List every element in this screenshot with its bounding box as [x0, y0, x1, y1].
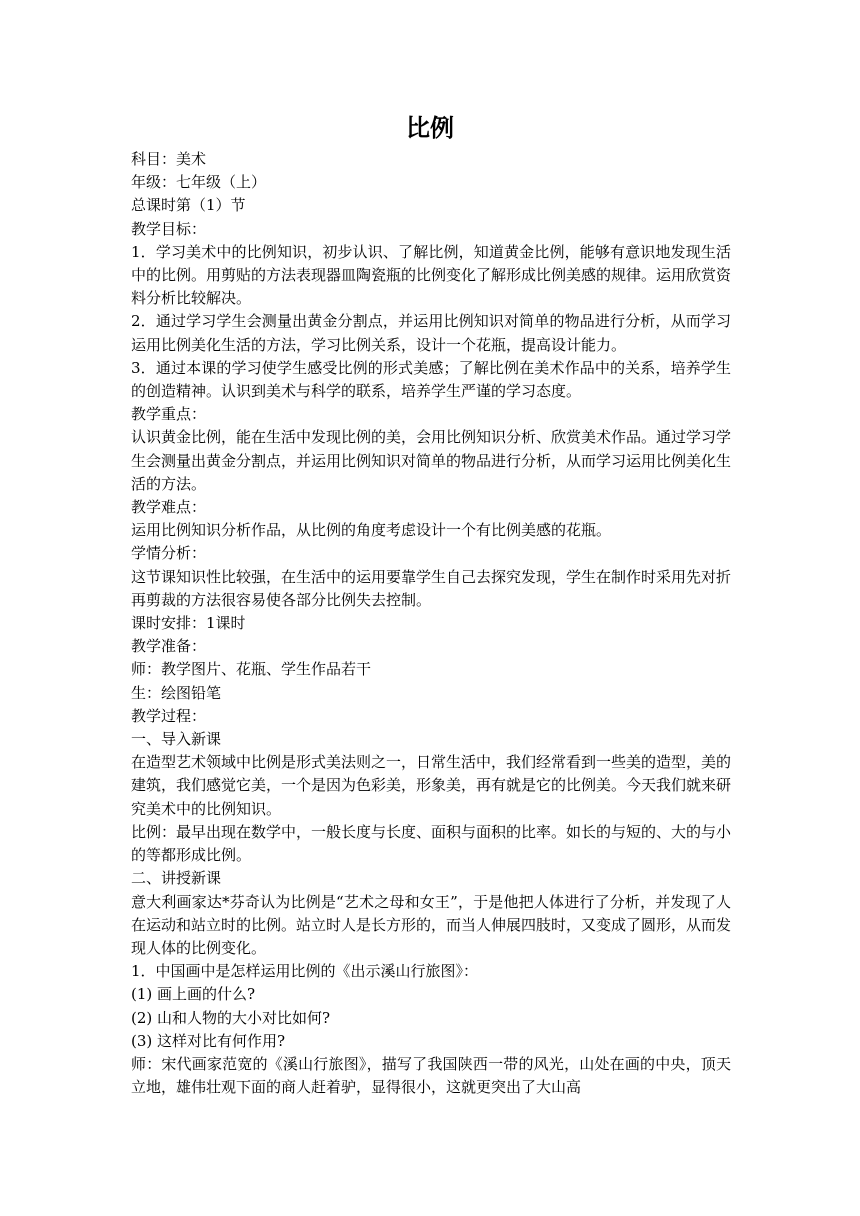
teacher-preparation-line: 师：教学图片、花瓶、学生作品若干	[131, 660, 372, 679]
goal-paragraph-1: 1．学习美术中的比例知识，初步认识、了解比例，知道黄金比例，能够有意识地发现生活中的比例。用剪贴的方法表现器皿陶瓷瓶的比例变化了解形成比例美感的规律。运用欣赏资料分析比较解决。	[131, 242, 732, 308]
chinese-painting-line: 1．中国画中是怎样运用比例的《出示溪山行旅图》：	[131, 962, 479, 981]
goal-paragraph-3: 3．通过本课的学习使学生感受比例的形式美感；了解比例在美术作品中的关系，培养学生的创造精神。认识到美术与科学的联系，培养学生严谨的学习态度。	[131, 358, 731, 401]
intro-paragraph: 在造型艺术领域中比例是形式美法则之一，日常生活中，我们经常看到一些美的造型，美的建筑，我们感觉它美，一个是因为色彩美，形象美，再有就是它的比例美。今天我们就来研究美术中的比例知识。	[131, 753, 732, 818]
lesson-count-line: 总课时第（1）节	[131, 196, 246, 215]
analysis-paragraph: 这节课知识性比较强，在生活中的运用要靠学生自己去探究发现，学生在制作时采用先对折再剪裁的方法很容易使各部分比例失去控制。	[131, 567, 732, 609]
section-heading-difficulties: 教学难点：	[131, 498, 207, 517]
question-2: (2) 山和人物的大小对比如何?	[131, 1008, 331, 1027]
document-body	[131, 148, 731, 1099]
section-heading-preparation: 教学准备：	[131, 637, 207, 656]
difficulties-paragraph: 运用比例知识分析作品，从比例的角度考虑设计一个有比例美感的花瓶。	[131, 521, 612, 540]
subheading-intro: 一、导入新课	[131, 730, 222, 749]
teacher-explanation-paragraph: 师：宋代画家范宽的《溪山行旅图》，描写了我国陕西一带的风光，山处在画的中央，顶天立地，雄伟壮观下面的商人赶着驴，显得很小，这就更突出了大山高	[131, 1054, 731, 1097]
question-1: (1) 画上画的什么?	[131, 985, 256, 1004]
section-heading-analysis: 学情分析：	[131, 544, 207, 563]
question-3: (3) 这样对比有何作用?	[131, 1031, 286, 1050]
goal-paragraph-2: 2．通过学习学生会测量出黄金分割点，并运用比例知识对简单的物品进行分析，从而学习运用比例美化生活的方法，学习比例关系，设计一个花瓶，提高设计能力。	[131, 312, 731, 354]
section-heading-process: 教学过程：	[131, 706, 207, 725]
document-title: 比例	[406, 114, 454, 142]
ratio-definition-paragraph: 比例：最早出现在数学中，一般长度与长度、面积与面积的比率。如长的与短的、大的与小的等都形成比例。	[131, 822, 732, 865]
student-preparation-line: 生：绘图铅笔	[131, 683, 222, 702]
key-points-paragraph: 认识黄金比例，能在生活中发现比例的美，会用比例知识分析、欣赏美术作品。通过学习学生会测量出黄金分割点，并运用比例知识对简单的物品进行分析，从而学习运用比例美化生活的方法。	[131, 428, 732, 493]
subject-line: 科目：美术	[131, 150, 207, 168]
davinci-paragraph: 意大利画家达*芬奇认为比例是“艺术之母和女王”，于是他把人体进行了分析，并发现了人在运动和站立时的比例。站立时人是长方形的，而当人伸展四肢时，又变成了圆形，从而发现人体的比例变化。	[131, 892, 732, 957]
schedule-line: 课时安排：1课时	[131, 614, 246, 633]
section-heading-key-points: 教学重点：	[131, 405, 207, 424]
grade-line: 年级：七年级（上）	[131, 173, 267, 192]
section-heading-goals: 教学目标：	[131, 219, 207, 238]
subheading-new-lesson: 二、讲授新课	[131, 869, 222, 888]
